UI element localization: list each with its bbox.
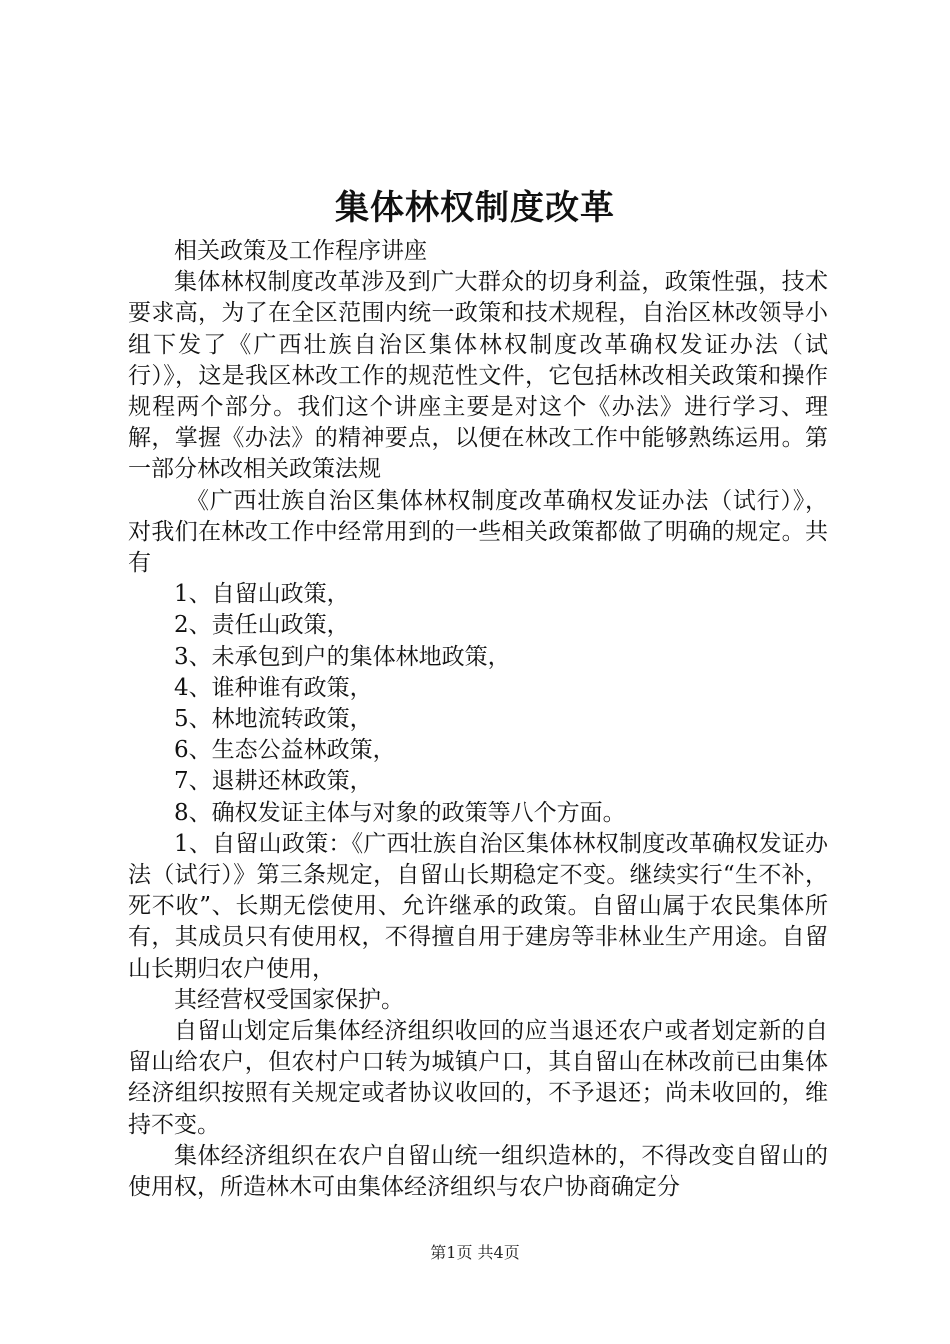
page-footer: 第1页 共4页 [430,1243,520,1262]
paragraph: 1、自留山政策：《广西壮族自治区集体林权制度改革确权发证办法（试行）》第三条规定，自留山长期稳定不变。继续实行“生不补，死不收”、长期无偿使用、允许继承的政策。自留山属于农民集体所有，其成员只有使用权，不得擅自用于建房等非林业生产用途。自留山长期归农户使用， [128,830,828,982]
list-item: 4、谁种谁有政策， [174,674,373,701]
list-item: 1、自留山政策， [174,581,350,608]
paragraph-subtitle: 相关政策及工作程序讲座 [174,238,427,264]
paragraph: 《广西壮族自治区集体林权制度改革确权发证办法（试行）》，对我们在林改工作中经常用到的一些相关政策都做了明确的规定。共有 [128,487,828,577]
paragraph: 集体林权制度改革涉及到广大群众的切身利益，政策性强，技术要求高，为了在全区范围内统一政策和技术规程，自治区林改领导小组下发了《广西壮族自治区集体林权制度改革确权发证办法（试行）》，这是我区林改工作的规范性文件，它包括林改相关政策和操作规程两个部分。我们这个讲座主要是对这个《办法》进行学习、理解，掌握《办法》的精神要点，以便在林改工作中能够熟练运用。第一部分林改相关政策法规 [128,269,828,483]
paragraph: 其经营权受国家保护。 [174,986,404,1013]
paragraph: 自留山划定后集体经济组织收回的应当退还农户或者划定新的自留山给农户，但农村户口转为城镇户口，其自留山在林改前已由集体经济组织按照有关规定或者协议收回的，不予退还；尚未收回的，维持不变。 [128,1018,828,1138]
document-body [128,236,828,1203]
list-item: 6、生态公益林政策， [174,737,396,764]
list-item: 5、林地流转政策， [174,706,373,733]
document-title: 集体林权制度改革 [335,188,615,228]
list-item: 7、退耕还林政策， [174,768,373,795]
paragraph: 集体经济组织在农户自留山统一组织造林的，不得改变自留山的使用权，所造林木可由集体经济组织与农户协商确定分 [128,1142,828,1201]
list-item: 2、责任山政策， [174,612,350,639]
list-item: 8、确权发证主体与对象的政策等八个方面。 [174,799,626,826]
list-item: 3、未承包到户的集体林地政策， [174,643,511,670]
